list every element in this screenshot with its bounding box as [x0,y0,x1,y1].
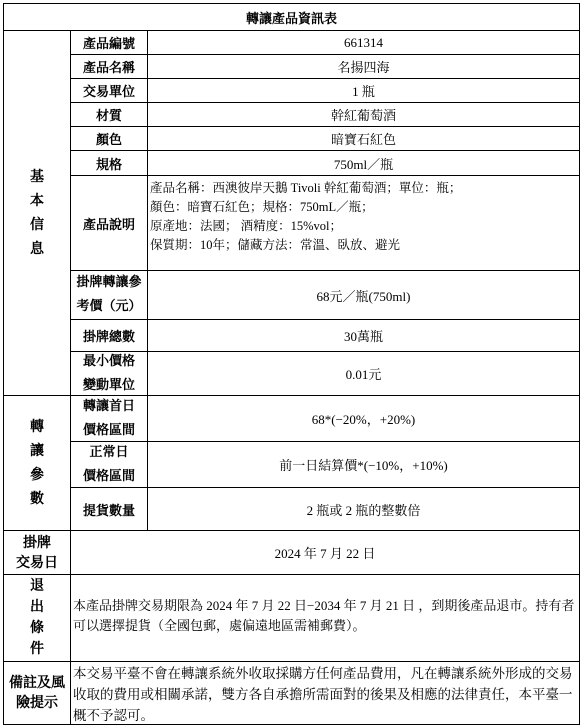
label-line: 轉讓首日 [82,398,135,414]
label-total-listed: 掛牌總數 [82,330,135,345]
section-remarks-risk [4,662,70,724]
label-ref-price [71,271,147,319]
value-material: 幹紅葡萄酒 [330,108,396,123]
label-product-code: 產品編號 [82,37,135,52]
label-line: 價格區間 [82,422,135,438]
section-transfer-params [4,396,70,530]
section-char: 息 [30,241,44,257]
value-min-tick: 0.01元 [345,367,382,382]
value-spec: 750ml／瓶 [333,156,394,172]
label-line: 正常日 [89,444,129,460]
label-product-desc: 產品說明 [82,217,135,233]
section-char: 條 [30,620,44,636]
product-info-table [3,3,580,725]
desc-line: 保質期：10年；儲藏方法：常溫、臥放、避光 [150,238,401,252]
label-line: 最小價格 [82,353,135,369]
section-char: 出 [30,599,44,615]
value-product-code: 661314 [344,34,383,50]
value-pickup-qty: 2 瓶或 2 瓶的整數倍 [306,502,421,518]
section-char: 備註及風 [9,675,65,691]
grid-line [4,530,579,531]
table-title: 轉讓產品資訊表 [245,11,337,27]
section-listing-date [4,531,70,574]
label-color: 顏色 [95,133,122,148]
grid-line [4,661,579,662]
desc-line: 原產地：法國； 酒精度：15%vol； [150,219,343,233]
label-normal-day-range [71,442,147,487]
label-min-tick [71,352,147,395]
value-listing-date: 2024 年 7 月 22 日 [274,546,376,561]
section-char: 讓 [30,443,44,459]
grid-line [4,574,579,575]
section-char: 數 [30,491,44,507]
value-exit-conditions: 本產品掛牌交易期限為 2024 年 7 月 22 日−2034 年 7 月 21 日 ，到期後產品退市。持有者可以選擇提貨（全國包郵，處偏遠地區需補郵費）。 [73,598,575,633]
value-first-day-range: 68*(−20%，+20%) [311,412,416,427]
label-trade-unit: 交易單位 [82,85,135,100]
label-product-name: 產品名稱 [82,61,135,76]
section-char: 信 [30,217,44,233]
section-char: 退 [30,578,44,594]
grid-line [4,395,579,396]
label-line: 掛牌轉讓參 [76,275,142,290]
value-normal-day-range: 前一日結算價*(−10%，+10%) [279,458,448,473]
label-spec: 規格 [95,157,122,173]
label-line: 價格區間 [82,468,135,484]
value-color: 暗寶石紅色 [330,132,396,147]
desc-line: 顏色：暗寶石紅色；規格：750mL／瓶； [150,200,374,214]
grid-line [4,30,579,31]
section-char: 本 [30,193,44,209]
section-char: 掛牌 [23,534,51,551]
section-char: 轉 [30,419,44,435]
value-ref-price: 68元／瓶(750ml) [316,288,411,304]
section-char: 交易日 [16,554,58,571]
label-line: 考價（元） [76,299,142,314]
section-char: 險提示 [16,695,58,711]
value-remarks: 本交易平臺不會在轉讓系統外收取採購方任何產品費用，凡在轉讓系統外形成的交易收取的費用或相關承諾，雙方各自承擔所需面對的後果及相應的法律責任，本平臺一概不予認可。 [73,666,573,723]
value-total-listed: 30萬瓶 [343,329,383,344]
value-product-desc [150,179,578,269]
section-char: 件 [30,641,44,657]
desc-line: 產品名稱：西澳彼岸天鵝 Tivoli 幹紅葡萄酒；單位：瓶； [150,181,462,195]
label-first-day-range [71,396,147,441]
section-basic-info [4,31,70,395]
grid-line [70,30,71,724]
value-trade-unit: 1 瓶 [352,84,375,99]
grid-line [147,30,148,530]
section-char: 基 [30,169,44,185]
section-exit-conditions [4,575,70,661]
section-char: 參 [30,467,44,483]
value-product-name: 名揚四海 [337,60,390,75]
label-pickup-qty: 提貨數量 [82,503,135,519]
label-line: 變動單位 [82,377,135,393]
label-material: 材質 [95,109,122,124]
